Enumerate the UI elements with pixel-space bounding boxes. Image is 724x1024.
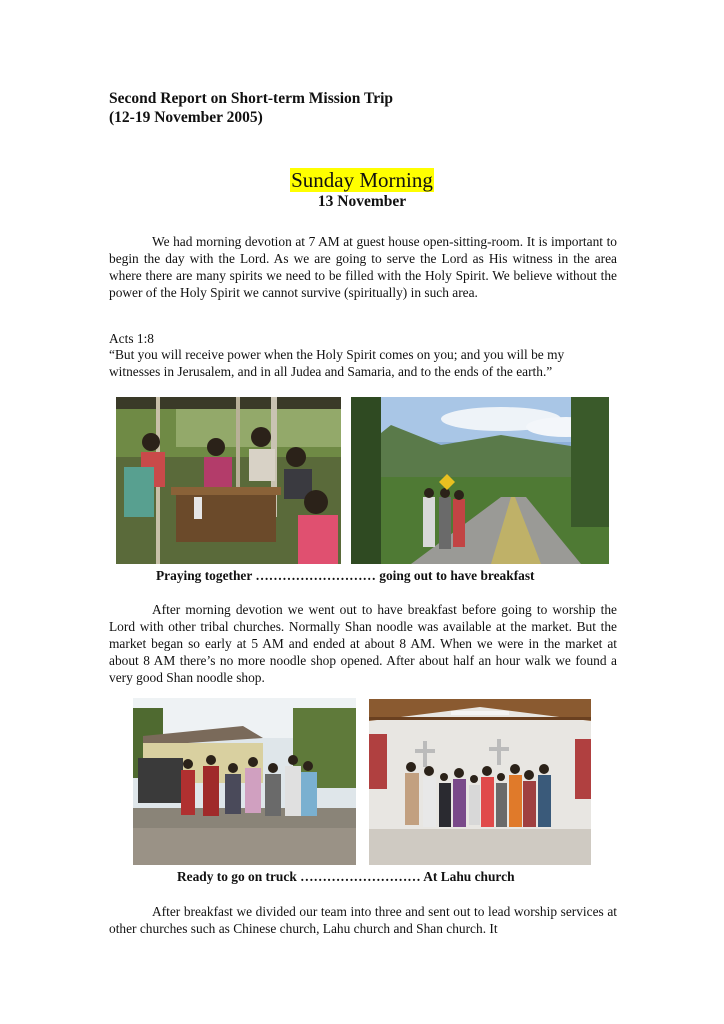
photo-ready-on-truck: [133, 698, 356, 865]
section-heading: [0, 168, 724, 192]
caption-photos-row1: Praying together ……………………… going out to have breakfast: [156, 568, 535, 583]
scripture-reference: Acts 1:8: [109, 331, 155, 346]
report-title-line1: Second Report on Short-term Mission Trip: [109, 90, 394, 107]
paragraph-worship: [109, 903, 617, 937]
scripture-quote: “But you will receive power when the Holy Spirit comes on you; and you will be my witnesses in Jerusalem, and in all Judea and Samaria, and to the ends of the earth.”: [109, 347, 565, 379]
caption-photos-row2: Ready to go on truck ……………………… At Lahu church: [177, 869, 515, 884]
section-date: 13 November: [317, 193, 407, 210]
paragraph-devotion-text: We had morning devotion at 7 AM at guest house open-sitting-room. It is important to begin the day with the Lord. As we are going to serve the Lord as His witness in the area where there are many spirits we need to be filled with the Holy Spirit. We believe without the power of the Holy Spirit we cannot survive (spiritually) in such area.: [109, 234, 617, 300]
paragraph-worship-text: After breakfast we divided our team into three and sent out to lead worship services at other churches such as Chinese church, Lahu church and Shan church. It: [109, 904, 617, 936]
photo-praying-together: [116, 397, 341, 564]
paragraph-breakfast: [109, 601, 617, 686]
paragraph-breakfast-text: After morning devotion we went out to have breakfast before going to worship the Lord with other tribal churches. Normally Shan noodle was available at the market. But the market began so early at 5 AM and ended at about 8 AM. When we were in the market at about 8 AM there’s no more noodle shop opened. After about half an hour walk we found a very good Shan noodle shop.: [109, 602, 617, 685]
report-title-line2: (12-19 November 2005): [109, 109, 263, 126]
paragraph-devotion: [109, 233, 617, 301]
section-heading-text: Sunday Morning: [291, 168, 433, 192]
photo-going-to-breakfast: [351, 397, 609, 564]
report-title: [109, 89, 393, 127]
photo-lahu-church: [369, 699, 591, 865]
